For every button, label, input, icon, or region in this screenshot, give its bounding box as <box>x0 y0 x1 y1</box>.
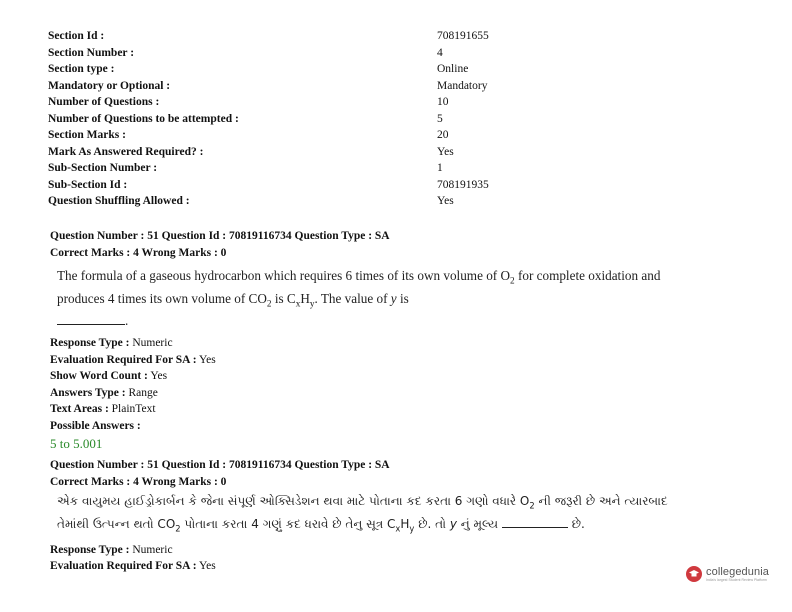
row-value: Mandatory <box>437 79 488 92</box>
row-value: 4 <box>437 46 443 59</box>
variable: y <box>449 517 457 532</box>
possible-answer: 5 to 5.001 <box>50 436 103 452</box>
property-label: Evaluation Required For SA : <box>50 353 197 366</box>
mark-answered-row <box>48 144 608 161</box>
text-part: The formula of a gaseous hydrocarbon which requires 6 times of its own volume of O <box>57 268 511 283</box>
row-label: Sub-Section Id : <box>48 178 128 191</box>
property-label: Possible Answers : <box>50 419 141 432</box>
variable: y <box>390 290 397 306</box>
property-row <box>50 558 690 575</box>
answer-blank <box>502 517 568 528</box>
question-text <box>57 492 690 539</box>
question-block-english <box>50 228 690 452</box>
row-value: Online <box>437 63 469 75</box>
property-value: Range <box>125 386 158 399</box>
property-value: Numeric <box>129 337 173 350</box>
row-label: Number of Questions : <box>48 96 160 108</box>
text-part: is C <box>271 290 296 306</box>
text-part: is <box>396 290 409 306</box>
row-value: 10 <box>437 96 449 108</box>
property-value: PlainText <box>108 403 156 416</box>
subscript: 2 <box>266 298 272 309</box>
property-row <box>50 418 690 435</box>
row-value: 708191935 <box>437 178 489 191</box>
property-value: Yes <box>147 370 168 383</box>
subscript: 2 <box>510 275 515 286</box>
text-part: છે. તો <box>414 517 450 532</box>
subscript: 2 <box>529 500 535 511</box>
section-number-row <box>48 45 608 62</box>
property-label: Answers Type : <box>50 386 126 399</box>
subscript: 2 <box>175 523 181 534</box>
logo-name: collegedunia <box>706 566 769 578</box>
question-header: Question Number : 51 Question Id : 70819116734 Question Type : SA <box>50 230 390 242</box>
row-value: Yes <box>437 145 454 158</box>
row-label: Number of Questions to be attempted : <box>48 112 239 125</box>
text-part: એક વાયુમય હાઈડ્રોકાર્બન કે જેના સંપૂર્ણ ઓક્સિડેશન થવા માટે પોતાના કદ કરતા 6 ગણો વધારે O <box>57 494 530 508</box>
row-value: 20 <box>437 129 449 141</box>
property-label: Response Type : <box>50 543 130 556</box>
subscript: y <box>309 298 315 309</box>
row-value: Yes <box>437 195 454 207</box>
row-label: Question Shuffling Allowed : <box>48 195 190 207</box>
text-part: પોતાના કરતા 4 ગણું કદ ધરાવે છે તેનુ સૂત્ર C <box>180 517 396 532</box>
text-part: ની જરૂરી છે અને ત્યારબાદ તેમાંથી ઉત્પન્ન થતો CO <box>57 494 668 532</box>
text-part: . The value of <box>314 290 391 306</box>
section-marks-row <box>48 127 608 144</box>
marks-header: Correct Marks : 4 Wrong Marks : 0 <box>50 475 227 488</box>
property-value: Yes <box>196 353 216 366</box>
property-value: Numeric <box>129 543 173 556</box>
text-part: . <box>125 313 129 329</box>
row-value: 5 <box>437 112 443 125</box>
row-label: Mark As Answered Required? : <box>48 145 204 158</box>
property-label: Evaluation Required For SA : <box>50 560 197 573</box>
answer-blank <box>57 314 125 325</box>
subscript: x <box>395 523 401 534</box>
text-part: છે. <box>567 517 585 532</box>
marks-header: Correct Marks : 4 Wrong Marks : 0 <box>50 246 227 259</box>
subsection-number-row <box>48 160 608 177</box>
section-type-row <box>48 61 608 78</box>
property-row <box>50 335 690 352</box>
question-properties <box>50 542 690 575</box>
logo-tagline: India's largest Student Review Platform <box>706 578 767 582</box>
num-questions-row <box>48 94 608 111</box>
row-label: Section Marks : <box>48 129 126 141</box>
row-label: Section type : <box>48 63 115 75</box>
property-row <box>50 401 690 418</box>
property-row <box>50 542 690 559</box>
mandatory-row <box>48 78 608 95</box>
text-part: H <box>400 517 410 532</box>
subscript: x <box>295 298 301 309</box>
section-info-table <box>48 28 608 210</box>
text-part: નું મૂલ્ય <box>456 517 502 532</box>
property-row <box>50 385 690 402</box>
property-row <box>50 352 690 369</box>
shuffling-row <box>48 193 608 210</box>
question-text <box>57 267 690 329</box>
text-part: for complete oxidation and produces 4 times its own volume of CO <box>57 268 661 306</box>
row-label: Section Id : <box>48 30 105 42</box>
property-value: Yes <box>196 560 216 573</box>
property-label: Show Word Count : <box>50 370 148 383</box>
graduate-cap-icon <box>686 566 702 582</box>
row-label: Section Number : <box>48 46 135 59</box>
row-value: 1 <box>437 162 443 174</box>
section-id-row <box>48 28 608 45</box>
num-attempt-row <box>48 111 608 128</box>
question-properties <box>50 335 690 434</box>
text-part: H <box>300 290 310 306</box>
row-value: 708191655 <box>437 30 489 42</box>
subsection-id-row <box>48 177 608 194</box>
row-label: Mandatory or Optional : <box>48 79 171 92</box>
property-row <box>50 368 690 385</box>
question-header: Question Number : 51 Question Id : 70819116734 Question Type : SA <box>50 459 390 471</box>
subscript: y <box>409 523 415 534</box>
row-label: Sub-Section Number : <box>48 162 158 174</box>
collegedunia-logo <box>686 566 769 582</box>
property-label: Response Type : <box>50 337 130 350</box>
property-label: Text Areas : <box>50 403 109 416</box>
question-block-gujarati <box>50 457 690 575</box>
